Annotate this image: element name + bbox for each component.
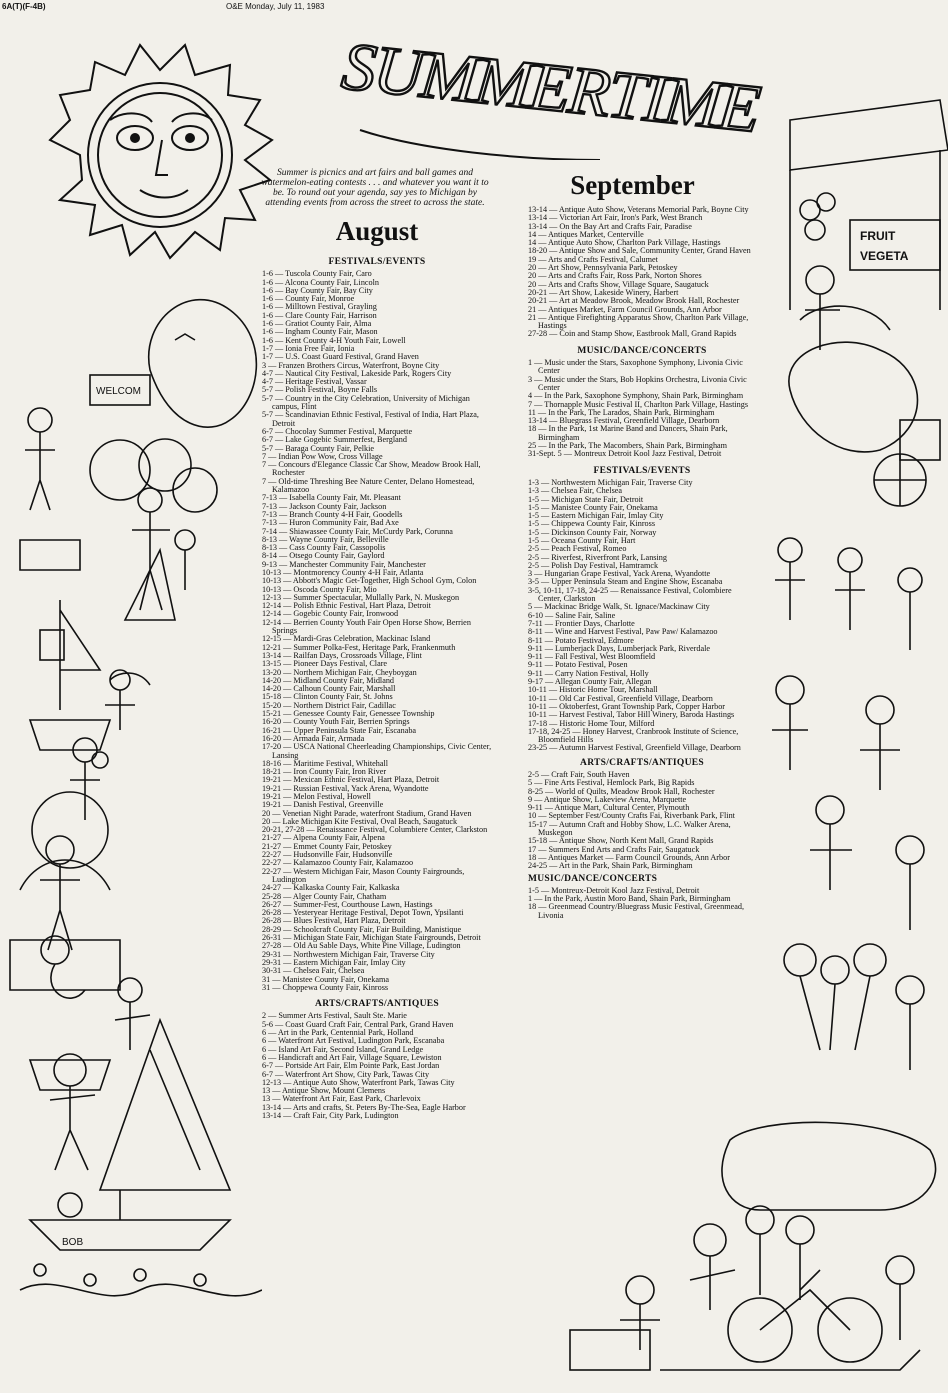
left-illustration [0,290,262,1330]
event-item: 4-7 — Nautical City Festival, Lakeside Park, Rogers City [262,368,452,378]
event-item: 9-11 — Fall Festival, West Bloomfield [528,652,656,662]
event-item: 24-25 — Art in the Park, Shain Park, Birmingham [528,861,693,871]
event-item: 6-7 — Portside Art Fair, Elm Pointe Park, East Jordan [262,1061,440,1071]
event-item: 29-31 — Eastern Michigan Fair, Imlay City [262,957,406,967]
dateline: O&E Monday, July 11, 1983 [226,2,325,11]
event-item: 1 — In the Park, Austin Moro Band, Shain Park, Birmingham [528,894,731,904]
event-item: 15-20 — Northern District Fair, Cadillac [262,700,396,710]
event-item: 9-17 — Allegan County Fair, Allegan [528,677,652,687]
event-item: 5-7 — Polish Festival, Boyne Falls [262,385,378,395]
event-item: 22-27 — Western Michigan Fair, Mason County Fairgrounds, Ludington [262,866,465,884]
august-arts-list [262,1012,492,1120]
event-item: 25 — In the Park, The Macombers, Shain Park, Birmingham [528,441,728,451]
event-item: 7 — Concours d'Elegance Classic Car Show, Meadow Brook Hall, Rochester [262,460,481,478]
intro-text: Summer is picnics and art fairs and ball games and watermelon-eating contests . . . and whatever you want it to be. To round out your agenda, say yes to Michigan by attending events from across the street to across the state. [261,168,489,208]
event-item: 17-20 — USCA National Cheerleading Championships, Civic Center, Lansing [262,742,492,760]
september-heading: September [570,170,695,200]
event-item: 6 — Island Art Fair, Second Island, Grand Ledge [262,1044,424,1054]
event-item: 1 — Music under the Stars, Saxophone Symphony, Livonia Civic Center [528,358,743,376]
event-item: 10-11 — Oktoberfest, Grant Township Park, Copper Harbor [528,701,726,711]
event-item: 24-27 — Kalkaska County Fair, Kalkaska [262,883,400,893]
event-item: 8-25 — World of Quilts, Meadow Brook Hall, Rochester [528,786,715,796]
september-column [528,206,756,920]
september-festivals-list [528,479,756,753]
event-item: 10-13 — Oscoda County Fair, Mio [262,584,377,594]
event-item: 6-7 — Chocolay Summer Festival, Marquette [262,426,413,436]
fruit-sign-2: VEGETA [860,249,909,263]
event-item: 1-6 — Tuscola County Fair, Caro [262,269,372,279]
event-item: 27-28 — Coin and Stamp Show, Eastbrook Mall, Grand Rapids [528,329,737,339]
event-item: 9-11 — Antique Mart, Cultural Center, Plymouth [528,803,690,813]
event-item: 26-27 — Summer-Fest, Courthouse Lawn, Hastings [262,899,433,909]
event-item: 15-18 — Clinton County Fair, St. Johns [262,692,393,702]
event-item: 19-21 — Melon Festival, Howell [262,792,371,801]
event-item: 5-7 — Scandinavian Ethnic Festival, Festival of India, Hart Plaza, Detroit [262,410,479,428]
page-id: 6A(T)(F-4B) [2,2,46,11]
event-item: 10-11 — Harvest Festival, Tabor Hill Winery, Baroda Hastings [528,710,735,720]
september-music2-heading: MUSIC/DANCE/CONCERTS [528,873,658,884]
event-item: 18 — In the Park, 1st Marine Band and Dancers, Shain Park, Birmingham [528,424,728,442]
event-item: 13-14 — Victorian Art Fair, Iron's Park, West Branch [528,213,703,223]
event-item: 1-6 — Gratiot County Fair, Alma [262,319,372,329]
event-item: 1-5 — Dickinson County Fair, Norway [528,527,657,537]
event-item: 9 — Antique Show, Lakeview Arena, Marquette [528,794,687,804]
event-item: 16-20 — County Youth Fair, Berrien Springs [262,717,410,727]
event-item: 17 — Summers End Arts and Crafts Fair, Saugatuck [528,844,700,854]
event-item: 17-18, 24-25 — Honey Harvest, Cranbrook Institute of Science, Bloomfield Hills [528,726,739,745]
event-item: 1-5 — Eastern Michigan Fair, Imlay City [528,511,664,521]
event-item: 1-6 — Ingham County Fair, Mason [262,327,378,337]
event-item: 6-7 — Waterfront Art Show, City Park, Tawas City [262,1069,430,1079]
event-item: 10-13 — Montmorency County 4-H Fair, Atlanta [262,567,424,577]
event-item: 12-13 — Summer Spectacular, Mullally Park, N. Muskegon [262,592,460,602]
event-item: 31 — Manistee County Fair, Onekama [262,974,390,984]
event-item: 15-18 — Antique Show, North Kent Mall, Grand Rapids [528,836,714,846]
fruit-sign-1: FRUIT [860,229,896,243]
event-item: 17-18 — Historic Home Tour, Milford [528,718,655,728]
event-item: 1-3 — Northwestern Michigan Fair, Traverse City [528,477,693,487]
september-arts-heading: ARTS/CRAFTS/ANTIQUES [580,757,704,768]
welcome-sign-text: WELCOM [96,386,141,397]
event-item: 12-14 — Berrien County Youth Fair Open Horse Show, Berrien Springs [262,617,471,636]
event-item: 20-21 — Art Show, Lakeside Winery, Harbert [528,287,679,297]
event-item: 18 — Antiques Market — Farm Council Grounds, Ann Arbor [528,852,730,862]
event-item: 14 — Antiques Market, Centerville [528,229,644,239]
event-item: 6-10 — Saline Fair, Saline [528,610,616,620]
event-item: 1-7 — Ionia Free Fair, Ionia [262,343,355,353]
bottom-right-illustration [560,1120,948,1388]
event-item: 13-14 — Railfan Days, Crossroads Village, Flint [262,650,422,660]
event-item: 1-3 — Chelsea Fair, Chelsea [528,486,623,496]
event-item: 20 — Art Show, Pennsylvania Park, Petoskey [528,263,678,273]
event-item: 1-5 — Michigan State Fair, Detroit [528,494,644,504]
event-item: 22-27 — Hudsonville Fair, Hudsonville [262,850,393,860]
event-item: 19-21 — Danish Festival, Greenville [262,800,384,810]
event-item: 19-21 — Mexican Ethnic Festival, Hart Plaza, Detroit [262,775,440,785]
event-item: 7 — Thornapple Music Festival II, Charlton Park Village, Hastings [528,399,749,409]
event-item: 1-6 — Bay County Fair, Bay City [262,285,373,295]
september-arts-list [528,771,756,871]
event-item: 6 — Handicraft and Art Fair, Village Square, Lewiston [262,1052,442,1062]
event-item: 2-5 — Craft Fair, South Haven [528,770,630,779]
event-item: 14-20 — Calhoun County Fair, Marshall [262,684,396,694]
event-item: 13-14 — Craft Fair, City Park, Ludington [262,1110,399,1120]
event-item: 15-17 — Autumn Craft and Hobby Show, L.C. Walker Arena, Muskegon [528,819,731,838]
event-item: 9-11 — Potato Festival, Posen [528,660,628,670]
event-item: 13 — Waterfront Art Fair, East Park, Charlevoix [262,1094,421,1104]
event-item: 7-13 — Huron Community Fair, Bad Axe [262,518,399,528]
august-festivals-list [262,270,492,992]
event-item: 13-14 — Arts and crafts, St. Peters By-The-Sea, Eagle Harbor [262,1102,466,1112]
event-item: 16-21 — Upper Peninsula State Fair, Escanaba [262,725,417,735]
event-item: 5-7 — Country in the City Celebration, University of Michigan campus, Flint [262,393,470,412]
september-music-list [528,359,756,459]
event-item: 21-27 — Alpena County Fair, Alpena [262,833,385,843]
event-item: 10-13 — Abbott's Magic Get-Together, High School Gym, Colon [262,576,477,586]
event-item: 3-5 — Upper Peninsula Steam and Engine Show, Escanaba [528,577,723,587]
event-item: 8-13 — Cass County Fair, Cassopolis [262,543,386,553]
event-item: 11 — In the Park, The Larados, Shain Park, Birmingham [528,407,715,417]
event-item: 20-21, 27-28 — Renaissance Festival, Columbiere Center, Clarkston [262,825,488,835]
event-item: 10-11 — Historic Home Tour, Marshall [528,685,658,695]
event-item: 25-28 — Alger County Fair, Chatham [262,891,387,901]
event-item: 1-6 — Alcona County Fair, Lincoln [262,277,380,287]
event-item: 18-21 — Iron County Fair, Iron River [262,767,387,777]
event-item: 20 — Lake Michigan Kite Festival, Oval Beach, Saugatuck [262,816,458,826]
boat-label: BOB [62,1237,84,1248]
august-column [262,254,492,1120]
event-item: 12-14 — Polish Ethnic Festival, Hart Plaza, Detroit [262,601,431,611]
september-lead-list [528,206,756,339]
event-item: 26-31 — Michigan State Fair, Michigan State Fairgrounds, Detroit [262,933,481,943]
september-music2-list [528,887,756,920]
event-item: 27-28 — Old Au Sable Days, White Pine Village, Ludington [262,941,461,951]
event-item: 9-13 — Manchester Community Fair, Manchester [262,559,426,569]
event-item: 8-13 — Wayne County Fair, Belleville [262,534,389,544]
event-item: 19-21 — Russian Festival, Yack Arena, Wyandotte [262,783,429,793]
event-item: 13-14 — Bluegrass Festival, Greenfield Village, Dearborn [528,416,720,426]
event-item: 7-13 — Isabella County Fair, Mt. Pleasant [262,493,401,503]
event-item: 8-11 — Wine and Harvest Festival, Paw Paw/ Kalamazoo [528,627,718,637]
event-item: 5 — Fine Arts Festival, Hemlock Park, Big Rapids [528,778,695,788]
event-item: 2-5 — Polish Day Festival, Hamtramck [528,560,659,570]
event-item: 28-29 — Schoolcraft County Fair, Fair Building, Manistique [262,924,462,934]
title-banner [300,10,800,160]
event-item: 20 — Arts and Crafts Show, Village Square, Saugatuck [528,279,709,289]
event-item: 4-7 — Heritage Festival, Vassar [262,377,367,387]
event-item: 2-5 — Peach Festival, Romeo [528,544,627,554]
event-item: 7 — Indian Pow Wow, Cross Village [262,451,383,461]
event-item: 1-6 — Milltown Festival, Grayling [262,302,377,312]
event-item: 20-21 — Art at Meadow Brook, Meadow Brook Hall, Rochester [528,296,740,306]
event-item: 12-21 — Summer Polka-Fest, Heritage Park, Frankenmuth [262,642,456,652]
event-item: 1-7 — U.S. Coast Guard Festival, Grand Haven [262,352,419,362]
event-item: 13 — Antique Show, Mount Clemens [262,1086,386,1096]
event-item: 1-6 — Kent County 4-H Youth Fair, Lowell [262,335,406,345]
event-item: 13-14 — Antique Auto Show, Veterans Memorial Park, Boyne City [528,205,749,214]
september-music-heading: MUSIC/DANCE/CONCERTS [577,345,707,356]
event-item: 1-6 — Clare County Fair, Harrison [262,310,377,320]
event-item: 2-5 — Riverfest, Riverfront Park, Lansing [528,552,667,562]
event-item: 20 — Arts and Crafts Fair, Ross Park, Norton Shores [528,271,702,281]
title-lettering [300,10,800,160]
event-item: 13-20 — Northern Michigan Fair, Cheyboygan [262,667,417,677]
event-item: 31-Sept. 5 — Montreux Detroit Kool Jazz Festival, Detroit [528,449,722,459]
event-item: 3 — Hungarian Grape Festival, Yack Arena, Wyandotte [528,569,711,579]
event-item: 14 — Antique Auto Show, Charlton Park Village, Hastings [528,238,721,248]
event-item: 13-14 — On the Bay Art and Crafts Fair, Paradise [528,221,692,231]
event-item: 16-20 — Armada Fair, Armada [262,733,365,743]
event-item: 30-31 — Chelsea Fair, Chelsea [262,966,365,976]
event-item: 21 — Antique Firefighting Apparatus Show, Charlton Park Village, Hastings [528,312,749,331]
event-item: 12-14 — Gogebic County Fair, Ironwood [262,609,399,619]
event-item: 4 — In the Park, Saxophone Symphony, Shain Park, Birmingham [528,391,744,401]
event-item: 31 — Choppewa County Fair, Kinross [262,982,389,992]
event-item: 1-5 — Chippewa County Fair, Kinross [528,519,656,529]
event-item: 29-31 — Northwestern Michigan Fair, Traverse City [262,949,435,959]
event-item: 3-5, 10-11, 17-18, 24-25 — Renaissance Festival, Colombiere Center, Clarkston [528,585,732,604]
event-item: 12-15 — Mardi-Gras Celebration, Mackinac Island [262,634,431,644]
event-item: 6 — Art in the Park, Centennial Park, Holland [262,1028,414,1038]
event-item: 3 — Franzen Brothers Circus, Waterfront, Boyne City [262,360,440,370]
event-item: 8-14 — Otsego County Fair, Gaylord [262,551,385,561]
event-item: 7-11 — Frontier Days, Charlotte [528,618,635,628]
event-item: 8-11 — Potato Festival, Edmore [528,635,634,645]
event-item: 5 — Mackinac Bridge Walk, St. Ignace/Mackinaw City [528,602,710,612]
event-item: 26-28 — Blues Festival, Hart Plaza, Detroit [262,916,406,926]
event-item: 2 — Summer Arts Festival, Sault Ste. Marie [262,1011,407,1021]
event-item: 15-21 — Genessee County Fair, Genessee Township [262,709,435,719]
event-item: 1-5 — Oceana County Fair, Hart [528,535,636,545]
event-item: 6 — Waterfront Art Festival, Ludington Park, Escanaba [262,1036,445,1046]
event-item: 1-6 — County Fair, Monroe [262,294,355,304]
event-item: 20 — Venetian Night Parade, waterfront Stadium, Grand Haven [262,808,472,818]
title-text: SUMMERTIME [338,27,763,147]
event-item: 18 — Greenmead Country/Bluegrass Music Festival, Greenmead, Livonia [528,902,745,920]
event-item: 7-13 — Branch County 4-H Fair, Goodells [262,509,403,519]
event-item: 7-14 — Shiawassee County Fair, McCurdy Park, Corunna [262,526,453,536]
event-item: 6-7 — Lake Gogebic Summerfest, Bergland [262,435,407,445]
august-arts-heading: ARTS/CRAFTS/ANTIQUES [315,999,439,1010]
event-item: 7 — Old-time Threshing Bee Nature Center, Delano Homestead, Kalamazoo [262,476,475,495]
event-item: 10-11 — Old Car Festival, Greenfield Village, Dearborn [528,693,713,703]
event-item: 18-20 — Antique Show and Sale, Community Center, Grand Haven [528,246,751,256]
event-item: 5-7 — Baraga County Fair, Pelkie [262,443,375,453]
event-item: 14-20 — Midland County Fair, Midland [262,675,395,685]
event-item: 19 — Arts and Crafts Festival, Calumet [528,254,658,264]
event-item: 9-11 — Carry Nation Festival, Holly [528,668,649,678]
sun-illustration [40,40,280,260]
event-item: 13-15 — Pioneer Days Festival, Clare [262,659,388,669]
event-item: 22-27 — Kalamazoo County Fair, Kalamazoo [262,858,414,868]
event-item: 1-5 — Manistee County Fair, Onekama [528,502,658,512]
event-item: 10 — September Fest/County Crafts Fai, Riverbank Park, Flint [528,811,735,821]
event-item: 12-13 — Antique Auto Show, Waterfront Park, Tawas City [262,1077,455,1087]
event-item: 1-5 — Montreux-Detroit Kool Jazz Festival, Detroit [528,885,700,895]
event-item: 26-28 — Yesteryear Heritage Festival, Depot Town, Ypsilanti [262,908,464,918]
event-item: 21-27 — Emmet County Fair, Petoskey [262,841,392,851]
event-item: 9-11 — Lumberjack Days, Lumberjack Park, Riverdale [528,643,711,653]
august-heading: August [335,216,419,246]
august-festivals-heading: FESTIVALS/EVENTS [328,257,426,267]
event-item: 3 — Music under the Stars, Bob Hopkins Orchestra, Livonia Civic Center [528,374,747,392]
event-item: 23-25 — Autumn Harvest Festival, Greenfield Village, Dearborn [528,743,741,753]
event-item: 5-6 — Coast Guard Craft Fair, Central Park, Grand Haven [262,1019,454,1029]
september-festivals-heading: FESTIVALS/EVENTS [593,465,691,476]
right-illustration [760,90,948,1090]
event-item: 18-16 — Maritime Festival, Whitehall [262,758,389,768]
event-item: 7-13 — Jackson County Fair, Jackson [262,501,387,511]
event-item: 21 — Antiques Market, Farm Council Grounds, Ann Arbor [528,304,722,314]
